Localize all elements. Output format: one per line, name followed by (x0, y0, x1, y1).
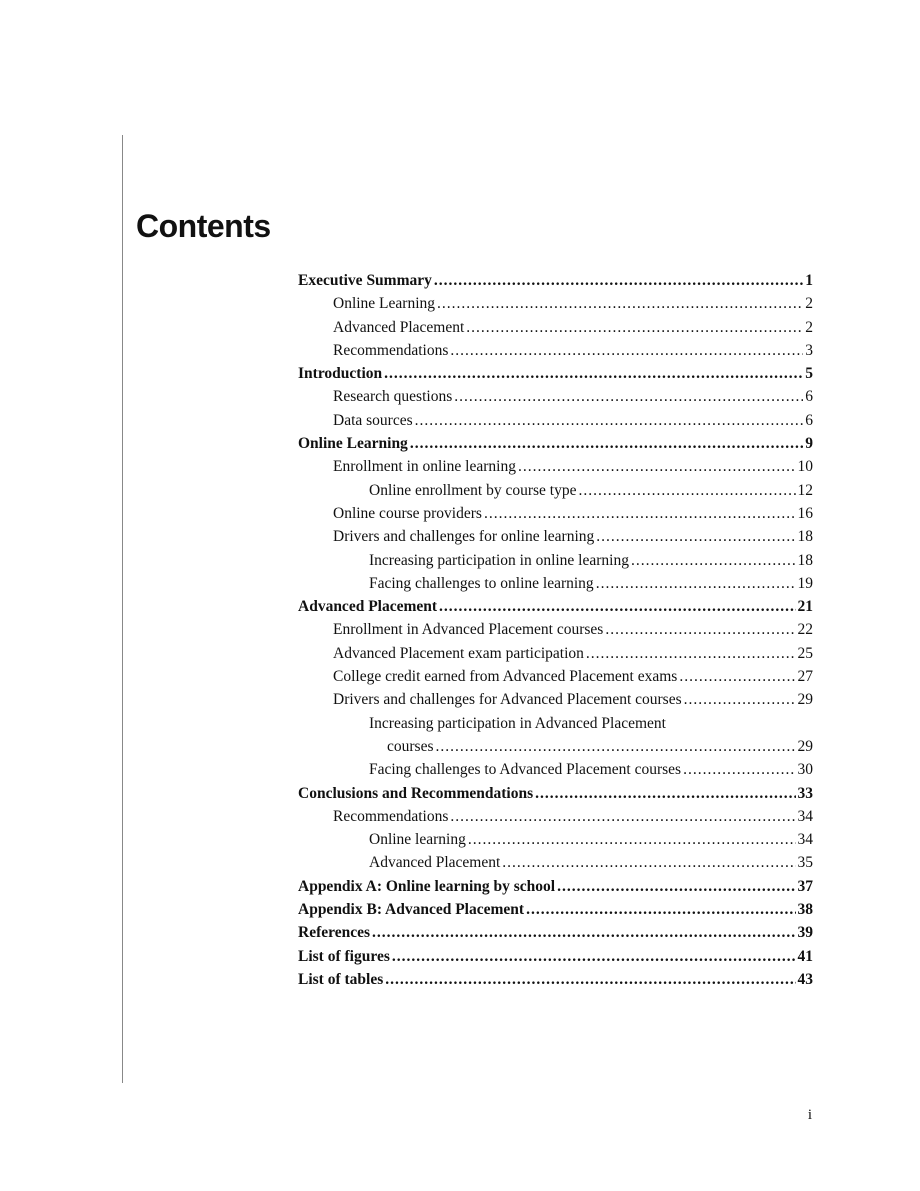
dot-leader (392, 945, 796, 968)
toc-entry[interactable] (298, 782, 813, 805)
toc-entry-title: List of tables (298, 970, 384, 988)
toc-entry-page: 38 (797, 901, 813, 919)
toc-entry-title: Increasing participation in online learning (369, 551, 629, 569)
toc-entry[interactable] (298, 549, 813, 572)
toc-entry[interactable] (298, 339, 813, 362)
toc-entry-page: 34 (797, 807, 813, 825)
dot-leader (526, 898, 795, 921)
toc-entry-page: 6 (805, 388, 813, 406)
toc-entry[interactable] (298, 269, 813, 292)
toc-entry[interactable] (298, 945, 813, 968)
toc-entry-page: 43 (797, 970, 813, 988)
toc-entry-title: Advanced Placement exam participation (333, 644, 584, 662)
toc-entry[interactable] (298, 758, 813, 781)
dot-leader (436, 735, 796, 758)
dot-leader (535, 782, 795, 805)
toc-entry-title: Data sources (333, 411, 413, 429)
page-number: i (807, 1107, 812, 1123)
toc-entry[interactable] (298, 525, 813, 548)
dot-leader (679, 665, 795, 688)
dot-leader (631, 549, 796, 572)
toc-entry-title: Online enrollment by course type (369, 481, 577, 499)
dot-leader (439, 595, 795, 618)
toc-entry-title: List of figures (298, 947, 390, 965)
toc-entry-page: 2 (805, 318, 813, 336)
toc-entry[interactable] (298, 432, 813, 455)
dot-leader (484, 502, 796, 525)
toc-entry-title: Advanced Placement (333, 318, 465, 336)
toc-entry-page: 25 (797, 644, 813, 662)
toc-entry[interactable] (298, 665, 813, 688)
dot-leader (605, 618, 795, 641)
toc-entry-title: College credit earned from Advanced Placement exams (333, 668, 678, 686)
toc-entry[interactable] (298, 735, 813, 758)
toc-entry-page: 16 (797, 504, 813, 522)
dot-leader (578, 479, 795, 502)
toc-entry-title: Introduction (298, 365, 383, 383)
toc-entry-page: 21 (797, 598, 813, 616)
toc-entry-page: 3 (805, 341, 813, 359)
dot-leader (518, 455, 796, 478)
dot-leader (385, 968, 795, 991)
toc-entry-page: 27 (797, 668, 813, 686)
toc-entry[interactable] (298, 385, 813, 408)
toc-entry-page: 9 (805, 435, 813, 453)
toc-entry-page: 6 (805, 411, 813, 429)
page-title: Contents (136, 208, 271, 244)
dot-leader (502, 851, 795, 874)
dot-leader (434, 269, 803, 292)
toc-entry[interactable] (298, 595, 813, 618)
toc-entry[interactable] (298, 828, 813, 851)
dot-leader (454, 385, 803, 408)
toc-entry[interactable] (298, 805, 813, 828)
toc-entry-page: 29 (797, 691, 813, 709)
toc-entry-title: Enrollment in Advanced Placement courses (333, 621, 604, 639)
dot-leader (683, 758, 795, 781)
toc-entry-title: Online course providers (333, 504, 482, 522)
dot-leader (586, 642, 796, 665)
dot-leader (410, 432, 803, 455)
toc-entry[interactable] (298, 455, 813, 478)
toc-entry-page: 18 (797, 551, 813, 569)
dot-leader (468, 828, 796, 851)
toc-entry-page: 33 (797, 784, 813, 802)
toc-entry-page: 30 (797, 761, 813, 779)
dot-leader (450, 805, 795, 828)
toc-entry-page: 39 (797, 924, 813, 942)
toc-entry-page: 41 (797, 947, 813, 965)
toc-entry-title: Online learning (369, 831, 466, 849)
toc-entry-title: Recommendations (333, 341, 449, 359)
toc-entry-title: Online Learning (333, 295, 436, 313)
toc-entry-title: Appendix B: Advanced Placement (298, 901, 525, 919)
toc-entry[interactable] (298, 409, 813, 432)
toc-entry-page: 2 (805, 295, 813, 313)
toc-entry[interactable] (298, 502, 813, 525)
toc-entry-title: Executive Summary (298, 272, 432, 289)
toc-entry-page: 35 (797, 854, 813, 872)
dot-leader (415, 409, 804, 432)
toc-entry[interactable] (298, 921, 813, 944)
toc-entry-page: 29 (797, 737, 813, 755)
toc-entry-title: Conclusions and Recommendations (298, 784, 534, 802)
left-margin-rule (122, 135, 123, 1083)
toc-entry-page: 37 (797, 877, 813, 895)
toc-entry-page: 34 (797, 831, 813, 849)
toc-entry-page: 1 (805, 272, 813, 289)
dot-leader (450, 339, 803, 362)
toc-entry[interactable] (298, 572, 813, 595)
toc-entry-page: 12 (797, 481, 813, 499)
toc-entry[interactable] (298, 875, 813, 898)
toc-entry-title: Facing challenges to Advanced Placement courses (369, 761, 682, 779)
toc-entry-title: Appendix A: Online learning by school (298, 877, 556, 895)
dot-leader (596, 525, 795, 548)
toc-entry-title: Advanced Placement (298, 598, 438, 616)
dot-leader (557, 875, 795, 898)
toc-entry[interactable] (298, 712, 813, 735)
dot-leader (384, 362, 803, 385)
toc-entry-page: 10 (797, 458, 813, 476)
toc-entry-title: Research questions (333, 388, 453, 406)
dot-leader (437, 292, 803, 315)
toc-entry[interactable] (298, 316, 813, 339)
toc-entry[interactable] (298, 618, 813, 641)
toc-entry-title: References (298, 924, 371, 942)
table-of-contents (298, 269, 813, 991)
toc-entry-title: Recommendations (333, 807, 449, 825)
toc-entry-title: Facing challenges to online learning (369, 574, 594, 592)
toc-entry-title: Enrollment in online learning (333, 458, 516, 476)
toc-entry-page: 18 (797, 528, 813, 546)
toc-entry-title: Drivers and challenges for Advanced Placement courses (333, 691, 682, 709)
toc-entry-page: 5 (805, 365, 813, 383)
dot-leader (466, 316, 803, 339)
toc-entry[interactable] (298, 851, 813, 874)
toc-entry-title: Drivers and challenges for online learning (333, 528, 595, 546)
dot-leader (684, 688, 796, 711)
toc-entry[interactable] (298, 968, 813, 991)
toc-entry[interactable] (298, 898, 813, 921)
toc-entry[interactable] (298, 292, 813, 315)
toc-entry[interactable] (298, 688, 813, 711)
toc-entry-title: Increasing participation in Advanced Placement (369, 714, 666, 732)
toc-entry-title: courses (387, 737, 434, 755)
toc-entry-title: Online Learning (298, 435, 408, 453)
dot-leader (596, 572, 796, 595)
toc-entry-title: Advanced Placement (369, 854, 501, 872)
toc-entry-page: 19 (797, 574, 813, 592)
toc-entry[interactable] (298, 362, 813, 385)
toc-entry[interactable] (298, 479, 813, 502)
dot-leader (372, 921, 795, 944)
toc-entry-page: 22 (797, 621, 813, 639)
toc-entry[interactable] (298, 642, 813, 665)
